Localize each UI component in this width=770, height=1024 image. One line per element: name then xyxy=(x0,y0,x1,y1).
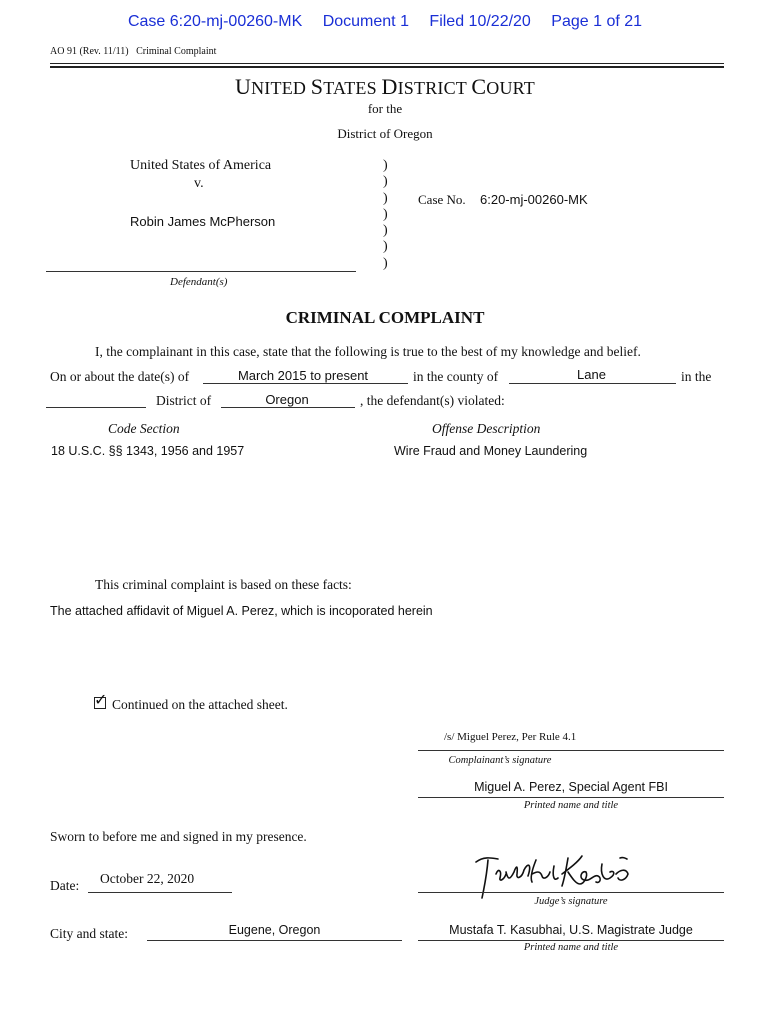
district-line xyxy=(221,407,355,408)
header-rule-thick xyxy=(50,66,724,68)
on-or-about-label: On or about the date(s) of xyxy=(50,369,190,384)
for-the: for the xyxy=(367,101,403,116)
judge-sig-label: Judge’s signature xyxy=(534,896,608,907)
date-label: Date: xyxy=(50,878,80,893)
complainant-sig-label: Complainant’s signature xyxy=(448,755,552,766)
offense-description-header: Offense Description xyxy=(432,421,541,436)
dates-value: March 2015 to present xyxy=(237,368,369,383)
intro-statement: I, the complainant in this case, state that the following is true to the best of my knowledge and belief. xyxy=(95,344,641,359)
in-the-label: in the xyxy=(681,369,712,384)
ecf-stamp xyxy=(0,13,770,31)
complaint-title: CRIMINAL COMPLAINT xyxy=(285,308,485,327)
defendant-name: Robin James McPherson xyxy=(130,214,276,229)
city-value: Eugene, Oregon xyxy=(228,923,321,937)
stamp-filed: Filed 10/22/20 xyxy=(429,13,531,30)
code-section-value: 18 U.S.C. §§ 1343, 1956 and 1957 xyxy=(51,444,245,458)
versus: v. xyxy=(194,176,204,191)
plaintiff: United States of America xyxy=(130,158,272,173)
header-rule xyxy=(50,63,724,64)
defendant-line xyxy=(46,271,356,272)
city-line xyxy=(147,940,402,941)
complainant-signature: /s/ Miguel Perez, Per Rule 4.1 xyxy=(444,731,577,743)
facts-text: The attached affidavit of Miguel A. Perez, which is incoporated herein xyxy=(50,604,433,618)
judge-signature-image xyxy=(470,850,635,902)
sworn-statement: Sworn to before me and signed in my presence. xyxy=(50,829,307,844)
complainant-name-label: Printed name and title xyxy=(523,800,619,811)
county-value: Lane xyxy=(577,367,606,382)
case-no-label: Case No. xyxy=(418,192,466,207)
stamp-document: Document 1 xyxy=(322,13,409,30)
offense-description-value: Wire Fraud and Money Laundering xyxy=(394,444,588,458)
district-value: Oregon xyxy=(265,392,309,407)
stamp-case: Case 6:20-mj-00260-MK xyxy=(127,13,303,30)
complainant-sig-line xyxy=(418,750,724,751)
defendant-label: Defendant(s) xyxy=(170,276,228,288)
judge-name: Mustafa T. Kasubhai, U.S. Magistrate Judge xyxy=(449,923,693,937)
date-value: October 22, 2020 xyxy=(100,871,195,886)
check-icon: ✓ xyxy=(94,692,108,709)
continued-label: Continued on the attached sheet. xyxy=(112,697,288,712)
judge-name-label: Printed name and title xyxy=(523,942,619,953)
caption-parens: ) ) ) ) ) ) ) xyxy=(383,158,388,271)
form-id: AO 91 (Rev. 11/11) Criminal Complaint xyxy=(50,46,217,57)
complainant-name-line xyxy=(418,797,724,798)
in-county-label: in the county of xyxy=(413,369,499,384)
court-title: UNITED STATES DISTRICT COURT xyxy=(235,74,535,99)
complainant-name: Miguel A. Perez, Special Agent FBI xyxy=(474,780,668,794)
dates-line xyxy=(203,383,408,384)
county-line xyxy=(509,383,676,384)
stamp-page: Page 1 of 21 xyxy=(551,13,643,30)
court-district: District of Oregon xyxy=(337,126,433,141)
date-line xyxy=(88,892,232,893)
city-label: City and state: xyxy=(50,926,128,941)
judge-sig-line xyxy=(418,892,724,893)
case-no: 6:20-mj-00260-MK xyxy=(480,192,588,207)
judge-name-line xyxy=(418,940,724,941)
violated-label: , the defendant(s) violated: xyxy=(360,393,505,408)
facts-intro: This criminal complaint is based on these facts: xyxy=(95,577,352,592)
district-blank-line xyxy=(46,407,146,408)
code-section-header: Code Section xyxy=(108,421,180,436)
district-of-label: District of xyxy=(156,393,212,408)
